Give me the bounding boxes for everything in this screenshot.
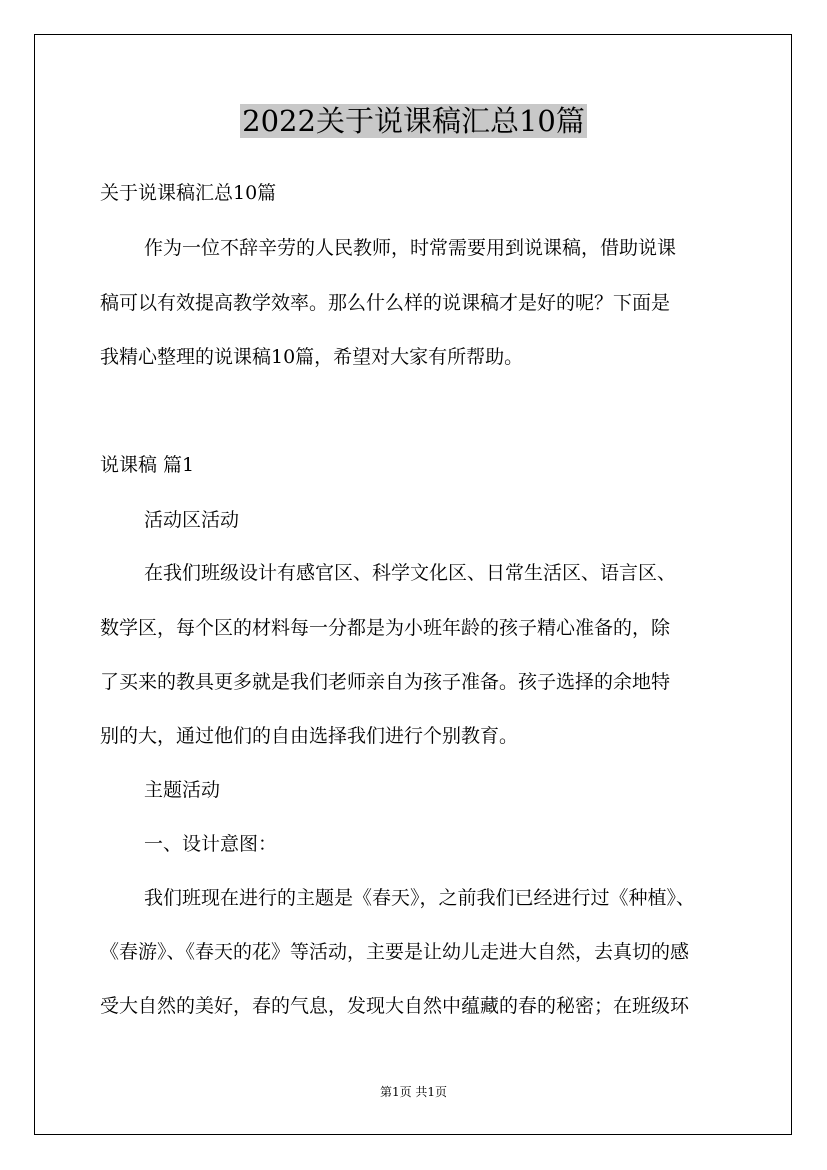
- page-footer: 第1页 共1页: [379, 1085, 448, 1099]
- design-line-3: 受大自然的美好，春的气息，发现大自然中蕴藏的春的秘密；在班级环: [100, 995, 690, 1017]
- subtitle: 关于说课稿汇总10篇: [100, 182, 277, 204]
- theme-heading: 主题活动: [144, 779, 221, 801]
- design-line-1: 我们班现在进行的主题是《春天》，之前我们已经进行过《种植》、: [144, 887, 696, 909]
- section-heading: 说课稿 篇1: [100, 454, 195, 476]
- activity-line-2: 数学区，每个区的材料每一分都是为小班年龄的孩子精心准备的，除: [100, 617, 671, 639]
- document-title: 2022关于说课稿汇总10篇: [242, 104, 585, 138]
- activity-line-3: 了买来的教具更多就是我们老师亲自为孩子准备。孩子选择的余地特: [100, 671, 671, 693]
- design-line-2: 《春游》、《春天的花》等活动，主要是让幼儿走进大自然，去真切的感: [100, 941, 690, 963]
- activity-line-1: 在我们班级设计有感官区、科学文化区、日常生活区、语言区、: [144, 562, 677, 584]
- activity-heading: 活动区活动: [144, 509, 240, 531]
- design-heading: 一、设计意图：: [144, 833, 278, 855]
- intro-line-3: 我精心整理的说课稿10篇，希望对大家有所帮助。: [100, 346, 524, 368]
- intro-line-1: 作为一位不辞辛劳的人民教师，时常需要用到说课稿，借助说课: [144, 237, 677, 259]
- activity-line-4: 别的大，通过他们的自由选择我们进行个别教育。: [100, 725, 519, 747]
- intro-line-2: 稿可以有效提高教学效率。那么什么样的说课稿才是好的呢？下面是: [100, 292, 671, 314]
